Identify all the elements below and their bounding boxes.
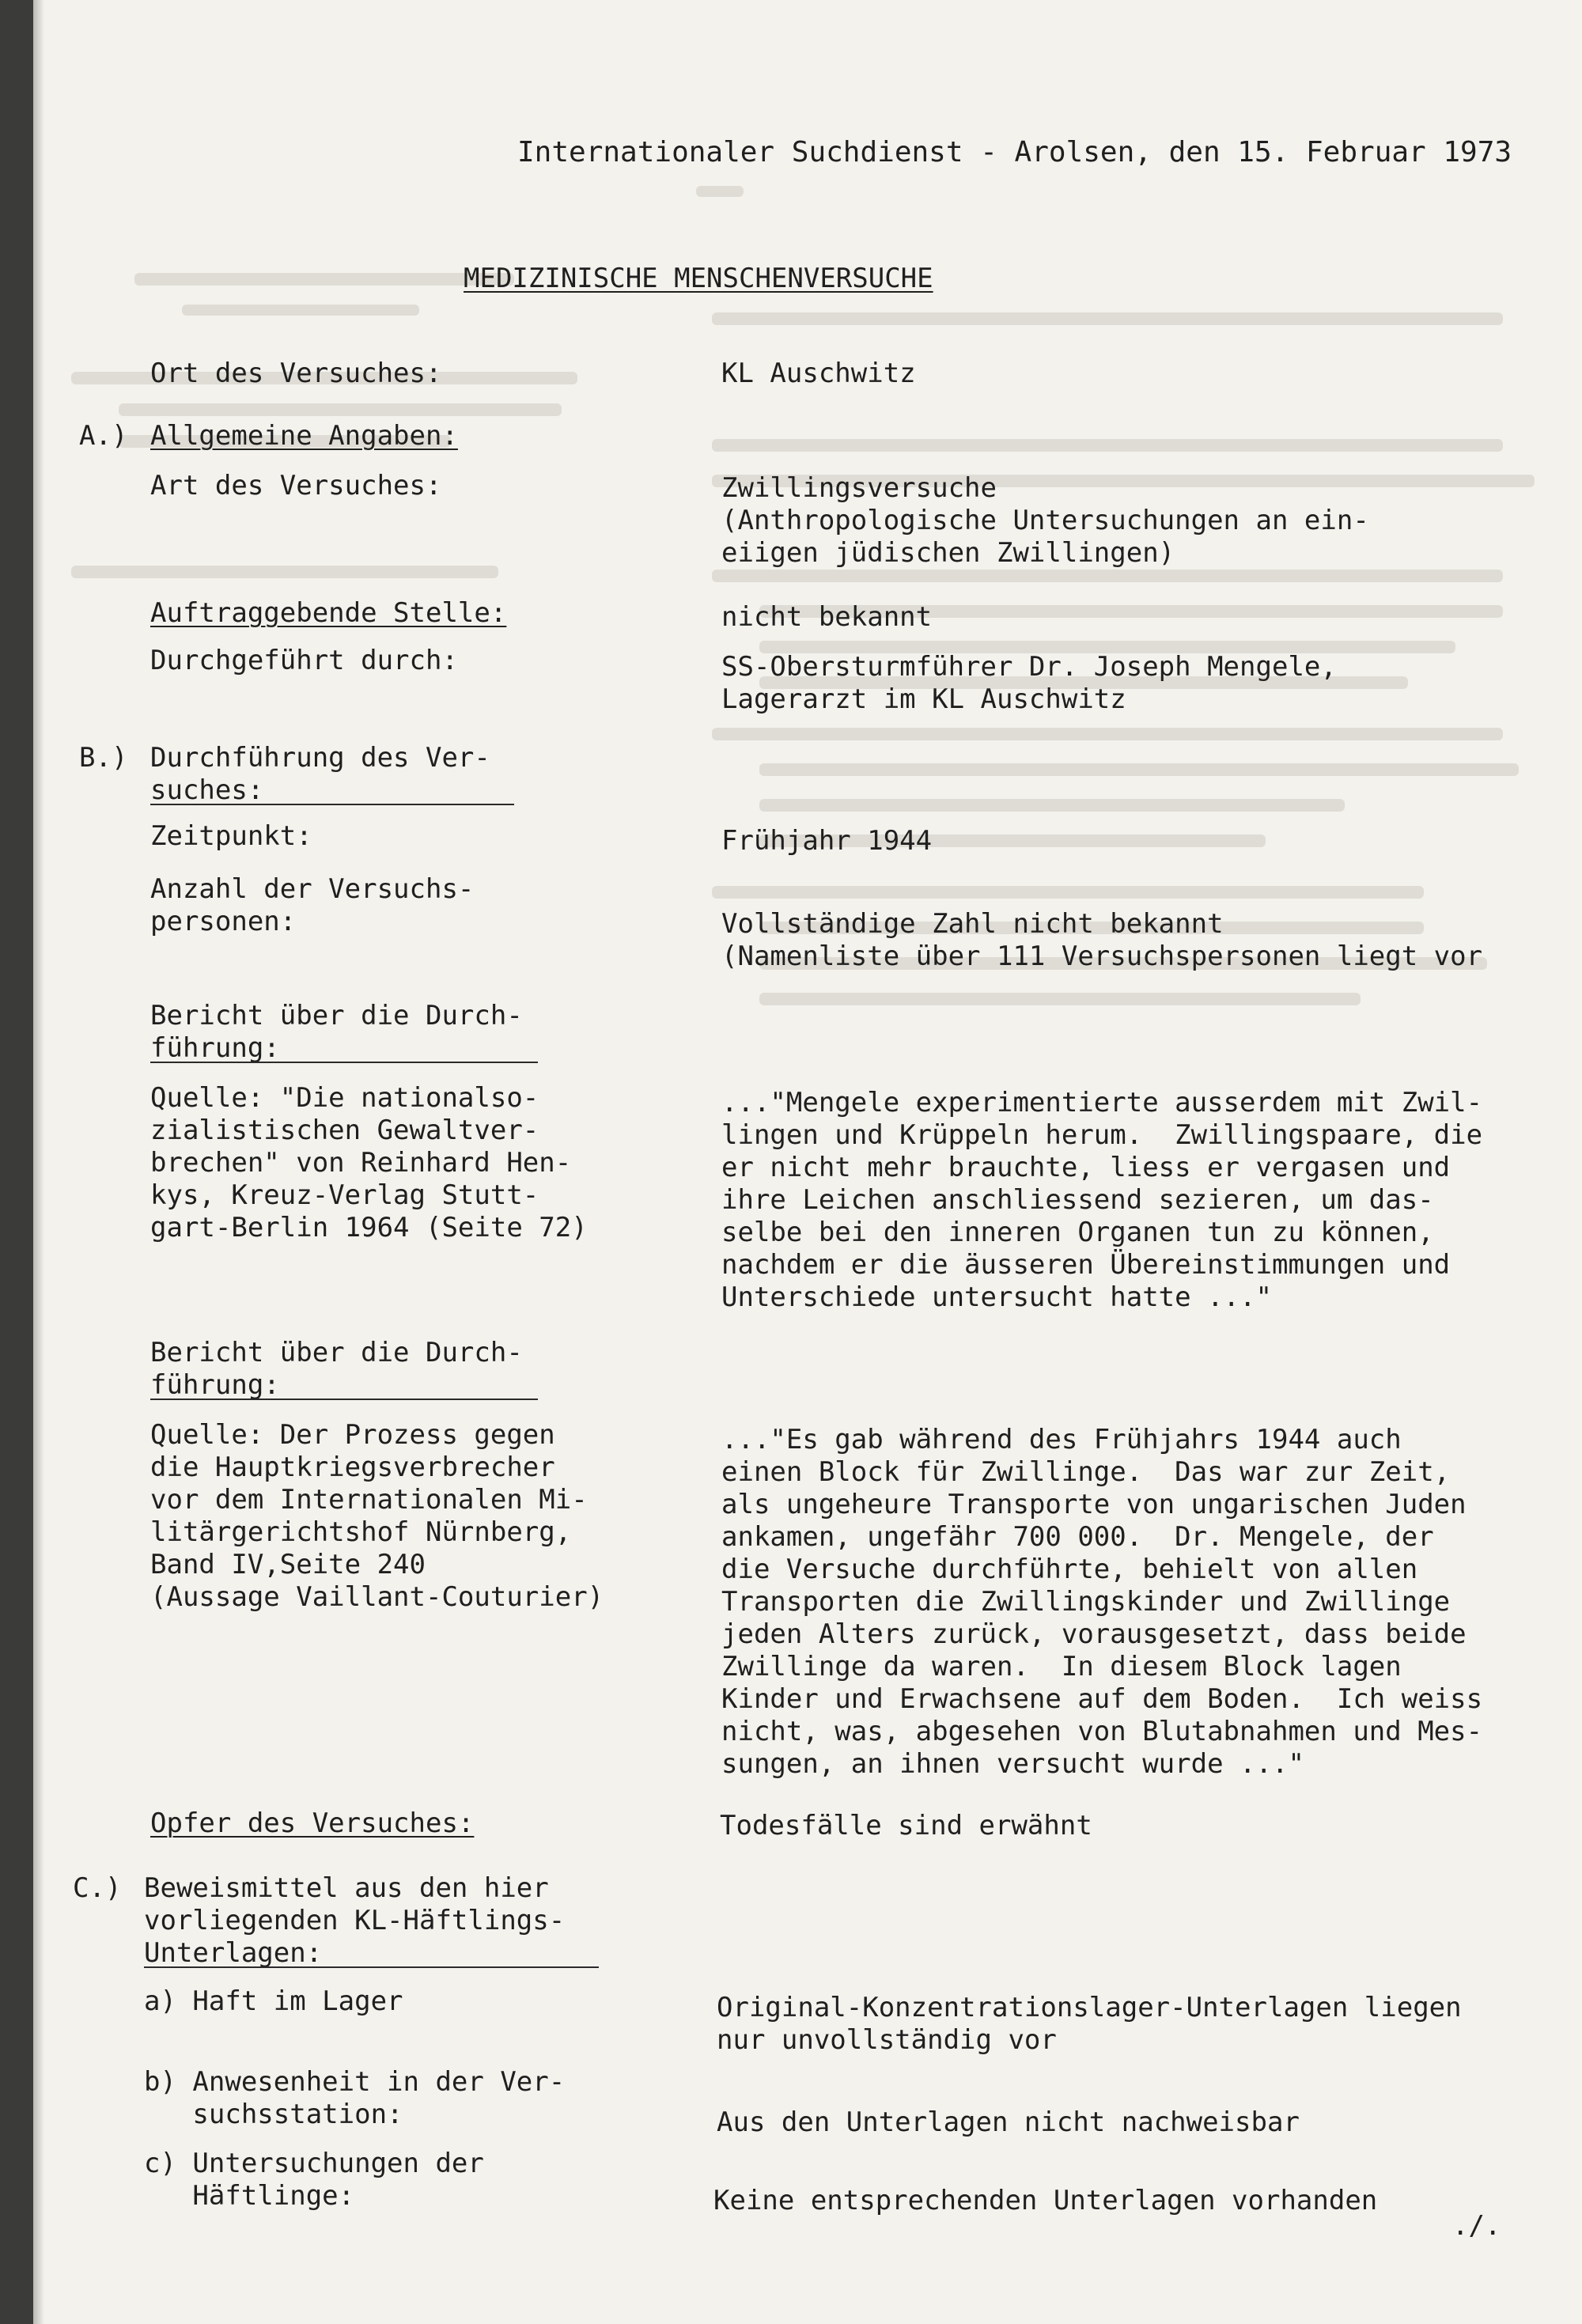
art-label: Art des Versuches:: [150, 470, 442, 502]
bericht2-underline: [150, 1399, 538, 1400]
zitat2-line: als ungeheure Transporte von ungarischen Juden: [721, 1489, 1467, 1520]
quelle1-line: gart-Berlin 1964 (Seite 72): [150, 1212, 588, 1243]
opfer-value: Todesfälle sind erwähnt: [720, 1810, 1092, 1841]
art-value-line: (Anthropologische Untersuchungen an ein-: [721, 505, 1369, 536]
zitat2-line: ankamen, ungefähr 700 000. Dr. Mengele, der: [721, 1521, 1434, 1553]
art-value-line: Zwillingsversuche: [721, 472, 997, 504]
anzahl-label-line: Anzahl der Versuchs-: [150, 873, 475, 905]
anzahl-value-line: Vollständige Zahl nicht bekannt: [721, 908, 1224, 940]
zitat2-line: jeden Alters zurück, vorausgesetzt, dass beide: [721, 1618, 1467, 1650]
quelle2-line: Band IV,Seite 240: [150, 1549, 426, 1580]
zitat2-line: Transporten die Zwillingskinder und Zwillinge: [721, 1586, 1451, 1618]
bericht1-underline: [150, 1062, 538, 1063]
quelle2-line: litärgerichtshof Nürnberg,: [150, 1516, 572, 1548]
opfer-label: Opfer des Versuches:: [150, 1807, 475, 1839]
zitat2-line: Zwillinge da waren. In diesem Block lagen: [721, 1651, 1402, 1682]
section-b-underline: [150, 804, 514, 805]
zeitpunkt-value: Frühjahr 1944: [721, 825, 933, 857]
anzahl-value-line: (Namenliste über 111 Versuchspersonen liegt vor: [721, 941, 1483, 972]
item-a-label: a) Haft im Lager: [144, 1985, 403, 2017]
section-c-heading-line: Beweismittel aus den hier: [144, 1872, 549, 1904]
durchgefuehrt-value-line: Lagerarzt im KL Auschwitz: [721, 683, 1126, 715]
section-c-heading-line: vorliegenden KL-Häftlings-: [144, 1905, 566, 1936]
zitat1-line: ..."Mengele experimentierte ausserdem mit Zwil-: [721, 1087, 1483, 1118]
art-value-line: eiigen jüdischen Zwillingen): [721, 537, 1175, 569]
zitat2-line: einen Block für Zwillinge. Das war zur Zeit,: [721, 1456, 1451, 1488]
continuation-mark: ./.: [1452, 2210, 1501, 2242]
durchgefuehrt-value-line: SS-Obersturmführer Dr. Joseph Mengele,: [721, 651, 1337, 683]
auftrag-value: nicht bekannt: [721, 601, 933, 633]
section-c-underline: [144, 1966, 599, 1968]
section-a-marker: A.): [79, 420, 128, 452]
zitat1-line: ihre Leichen anschliessend sezieren, um das-: [721, 1184, 1434, 1216]
zitat1-line: lingen und Krüppeln herum. Zwillingspaare, die: [721, 1119, 1483, 1151]
item-c-label-line: Häftlinge:: [144, 2180, 355, 2212]
page-title: MEDIZINISCHE MENSCHENVERSUCHE: [464, 263, 933, 294]
zitat2-line: ..."Es gab während des Frühjahrs 1944 auch: [721, 1424, 1402, 1455]
section-b-heading-line: suches:: [150, 774, 264, 806]
quelle2-line: Quelle: Der Prozess gegen: [150, 1419, 555, 1451]
zeitpunkt-label: Zeitpunkt:: [150, 820, 312, 852]
zitat2-line: sungen, an ihnen versucht wurde ...": [721, 1748, 1304, 1780]
item-a-value-line: Original-Konzentrationslager-Unterlagen liegen: [717, 1992, 1462, 2023]
zitat1-line: nachdem er die äusseren Übereinstimmungen und: [721, 1249, 1451, 1281]
anzahl-label-line: personen:: [150, 906, 297, 937]
zitat2-line: nicht, was, abgesehen von Blutabnahmen und Mes-: [721, 1716, 1483, 1747]
quelle2-line: die Hauptkriegsverbrecher: [150, 1452, 555, 1483]
zitat1-line: er nicht mehr brauchte, liess er vergasen und: [721, 1152, 1451, 1183]
bericht1-label-line: führung:: [150, 1032, 280, 1064]
quelle2-line: (Aussage Vaillant-Couturier): [150, 1581, 604, 1613]
bericht2-label-line: Bericht über die Durch-: [150, 1337, 523, 1368]
section-c-marker: C.): [73, 1872, 122, 1904]
quelle1-line: brechen" von Reinhard Hen-: [150, 1147, 572, 1179]
ort-value: KL Auschwitz: [721, 358, 916, 389]
durchgefuehrt-label: Durchgeführt durch:: [150, 645, 458, 676]
bericht2-label-line: führung:: [150, 1369, 280, 1401]
quelle2-line: vor dem Internationalen Mi-: [150, 1484, 588, 1516]
zitat2-line: Kinder und Erwachsene auf dem Boden. Ich weiss: [721, 1683, 1483, 1715]
quelle1-line: zialistischen Gewaltver-: [150, 1115, 539, 1146]
zitat1-line: Unterschiede untersucht hatte ...": [721, 1281, 1272, 1313]
zitat1-line: selbe bei den inneren Organen tun zu können,: [721, 1217, 1434, 1248]
ort-label: Ort des Versuches:: [150, 358, 442, 389]
quelle1-line: Quelle: "Die nationalso-: [150, 1082, 539, 1114]
section-b-heading-line: Durchführung des Ver-: [150, 742, 490, 774]
section-a-heading: Allgemeine Angaben:: [150, 420, 458, 452]
item-b-label-line: b) Anwesenheit in der Ver-: [144, 2066, 566, 2098]
item-c-value: Keine entsprechenden Unterlagen vorhanden: [713, 2185, 1378, 2216]
section-c-heading-line: Unterlagen:: [144, 1937, 323, 1969]
item-c-label-line: c) Untersuchungen der: [144, 2148, 484, 2179]
section-b-marker: B.): [79, 742, 128, 774]
quelle1-line: kys, Kreuz-Verlag Stutt-: [150, 1179, 539, 1211]
item-b-value: Aus den Unterlagen nicht nachweisbar: [717, 2106, 1300, 2138]
header-place-date: Internationaler Suchdienst - Arolsen, den 15. Februar 1973: [517, 136, 1512, 168]
item-b-label-line: suchsstation:: [144, 2099, 403, 2130]
bericht1-label-line: Bericht über die Durch-: [150, 1000, 523, 1031]
auftrag-label: Auftraggebende Stelle:: [150, 597, 507, 629]
item-a-value-line: nur unvollständig vor: [717, 2024, 1057, 2056]
zitat2-line: die Versuche durchführte, behielt von allen: [721, 1554, 1418, 1585]
